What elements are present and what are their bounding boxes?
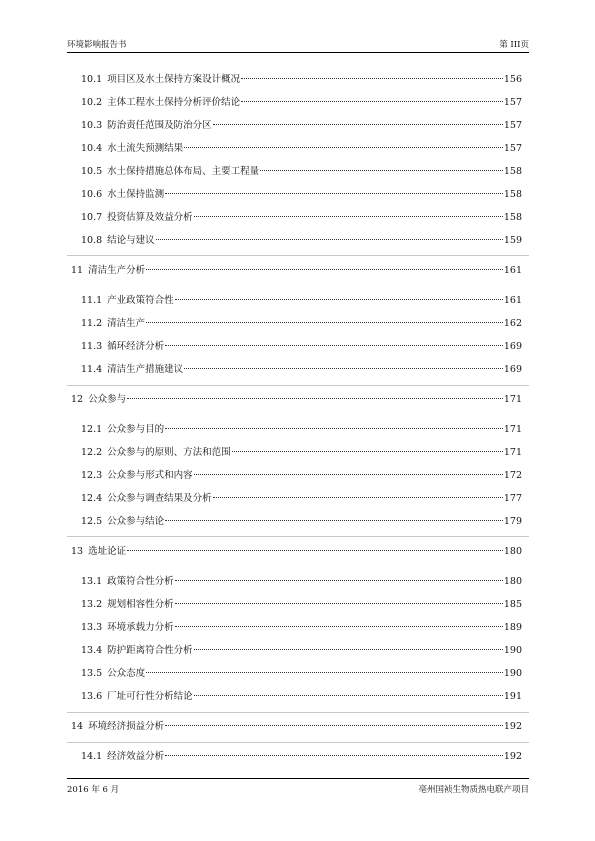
toc-entry-number: 10.7 [81, 212, 103, 223]
toc-section-entry[interactable] [81, 690, 522, 704]
toc-entry-number: 13.6 [81, 691, 103, 702]
toc-section-entry[interactable] [81, 211, 522, 225]
toc-section-entry[interactable] [81, 621, 522, 635]
toc-entry-title: 清洁生产措施建议 [107, 364, 184, 375]
toc-entry-page: 159 [503, 235, 522, 246]
toc-entry-page: 190 [503, 645, 522, 656]
toc-entry-number: 10.6 [81, 189, 103, 200]
toc-section-entry[interactable] [81, 598, 522, 612]
toc-entry-page: 157 [503, 97, 522, 108]
toc-entry-title: 清洁生产 [107, 318, 146, 329]
toc-entry-title: 经济效益分析 [107, 751, 165, 762]
toc-dot-leader [241, 101, 503, 102]
toc-entry-page: 189 [503, 622, 522, 633]
toc-entry-number: 12.5 [81, 516, 103, 527]
toc-entry-title: 防治责任范围及防治分区 [107, 120, 212, 131]
toc-dot-leader [194, 474, 503, 475]
toc-dot-leader [165, 755, 503, 756]
toc-section-entry[interactable] [81, 165, 522, 179]
toc-dot-leader [232, 451, 503, 452]
toc-entry-number: 13 [71, 546, 84, 557]
toc-entry-title: 公众参与的原则、方法和范围 [107, 447, 231, 458]
toc-dot-leader [165, 725, 503, 726]
toc-entry-page: 158 [503, 212, 522, 223]
toc-entry-number: 11 [71, 265, 84, 276]
toc-section-entry[interactable] [81, 234, 522, 248]
section-separator [67, 712, 529, 713]
toc-dot-leader [146, 322, 503, 323]
toc-entry-number: 13.5 [81, 668, 103, 679]
header-document-title: 环境影响报告书 [67, 40, 127, 50]
toc-section-entry[interactable] [81, 575, 522, 589]
toc-entry-title: 防护距离符合性分析 [107, 645, 193, 656]
toc-dot-leader [241, 78, 503, 79]
toc-section-entry[interactable] [81, 515, 522, 529]
toc-dot-leader [175, 603, 503, 604]
toc-section-entry[interactable] [81, 469, 522, 483]
toc-entry-number: 10.8 [81, 235, 103, 246]
toc-entry-title: 产业政策符合性 [107, 295, 174, 306]
toc-dot-leader [127, 550, 503, 551]
toc-entry-title: 政策符合性分析 [107, 576, 174, 587]
toc-entry-number: 13.3 [81, 622, 103, 633]
toc-entry-number: 12.2 [81, 447, 103, 458]
toc-entry-title: 选址论证 [88, 546, 127, 557]
toc-entry-title: 水土保持监测 [107, 189, 165, 200]
toc-chapter-entry[interactable] [71, 545, 522, 559]
toc-dot-leader [194, 216, 503, 217]
toc-entry-page: 172 [503, 470, 522, 481]
toc-dot-leader [260, 170, 503, 171]
toc-entry-page: 156 [503, 74, 522, 85]
page-header [67, 38, 529, 53]
toc-dot-leader [165, 345, 503, 346]
toc-entry-page: 169 [503, 341, 522, 352]
toc-entry-page: 161 [503, 295, 522, 306]
toc-entry-page: 162 [503, 318, 522, 329]
toc-dot-leader [146, 269, 503, 270]
toc-entry-title: 环境承载力分析 [107, 622, 174, 633]
toc-entry-number: 10.2 [81, 97, 103, 108]
toc-entry-title: 公众参与 [88, 394, 127, 405]
section-separator [67, 385, 529, 386]
toc-entry-title: 公众态度 [107, 668, 146, 679]
toc-entry-number: 11.3 [81, 341, 103, 352]
toc-entry-title: 主体工程水土保持分析评价结论 [107, 97, 241, 108]
toc-entry-page: 171 [503, 424, 522, 435]
toc-section-entry[interactable] [81, 644, 522, 658]
toc-entry-title: 结论与建议 [107, 235, 155, 246]
toc-entry-title: 环境经济损益分析 [88, 721, 165, 732]
footer-project-name: 亳州国祯生物质热电联产项目 [418, 785, 529, 795]
toc-entry-page: 157 [503, 143, 522, 154]
toc-entry-number: 14.1 [81, 751, 103, 762]
toc-entry-title: 项目区及水土保持方案设计概况 [107, 74, 241, 85]
toc-entry-number: 13.1 [81, 576, 103, 587]
toc-entry-page: 158 [503, 189, 522, 200]
toc-entry-number: 11.4 [81, 364, 103, 375]
toc-entry-title: 循环经济分析 [107, 341, 165, 352]
toc-entry-number: 10.3 [81, 120, 103, 131]
toc-section-entry[interactable] [81, 363, 522, 377]
toc-chapter-entry[interactable] [71, 264, 522, 278]
section-separator [67, 536, 529, 537]
toc-section-entry[interactable] [81, 317, 522, 331]
toc-entry-number: 12.3 [81, 470, 103, 481]
section-separator [67, 255, 529, 256]
toc-entry-number: 12.1 [81, 424, 103, 435]
toc-entry-title: 清洁生产分析 [88, 265, 146, 276]
toc-entry-title: 规划相容性分析 [107, 599, 174, 610]
toc-entry-number: 13.2 [81, 599, 103, 610]
footer-date: 2016 年 6 月 [67, 785, 120, 795]
toc-section-entry[interactable] [81, 142, 522, 156]
toc-dot-leader [156, 239, 503, 240]
toc-chapter-entry[interactable] [71, 393, 522, 407]
toc-entry-number: 10.4 [81, 143, 103, 154]
toc-entry-page: 177 [503, 493, 522, 504]
toc-dot-leader [213, 124, 503, 125]
toc-entry-page: 180 [503, 576, 522, 587]
toc-entry-number: 10.5 [81, 166, 103, 177]
page-footer [67, 778, 529, 795]
toc-entry-title: 水土流失预测结果 [107, 143, 184, 154]
toc-section-entry[interactable] [81, 423, 522, 437]
toc-dot-leader [194, 649, 503, 650]
toc-dot-leader [184, 368, 503, 369]
toc-section-entry[interactable] [81, 492, 522, 506]
toc-dot-leader [175, 299, 503, 300]
toc-section-entry[interactable] [81, 750, 522, 764]
toc-section-entry[interactable] [81, 96, 522, 110]
toc-entry-page: 190 [503, 668, 522, 679]
toc-section-entry[interactable] [81, 340, 522, 354]
toc-section-entry[interactable] [81, 446, 522, 460]
toc-entry-page: 171 [503, 394, 522, 405]
toc-entry-title: 公众参与目的 [107, 424, 165, 435]
toc-entry-page: 185 [503, 599, 522, 610]
toc-entry-page: 161 [503, 265, 522, 276]
toc-dot-leader [127, 398, 503, 399]
toc-dot-leader [165, 193, 503, 194]
toc-entry-number: 12.4 [81, 493, 103, 504]
toc-entry-number: 12 [71, 394, 84, 405]
toc-section-entry[interactable] [81, 667, 522, 681]
toc-entry-title: 厂址可行性分析结论 [107, 691, 193, 702]
toc-entry-page: 191 [503, 691, 522, 702]
toc-entry-number: 11.1 [81, 295, 103, 306]
toc-section-entry[interactable] [81, 294, 522, 308]
toc-chapter-entry[interactable] [71, 720, 522, 734]
toc-dot-leader [194, 695, 503, 696]
toc-entry-number: 13.4 [81, 645, 103, 656]
toc-dot-leader [175, 626, 503, 627]
toc-entry-number: 10.1 [81, 74, 103, 85]
toc-entry-page: 180 [503, 546, 522, 557]
section-separator [67, 742, 529, 743]
toc-entry-page: 192 [503, 721, 522, 732]
toc-entry-page: 171 [503, 447, 522, 458]
toc-dot-leader [184, 147, 503, 148]
toc-section-entry[interactable] [81, 73, 522, 87]
toc-entry-title: 公众参与调查结果及分析 [107, 493, 212, 504]
toc-entry-page: 157 [503, 120, 522, 131]
toc-entry-page: 192 [503, 751, 522, 762]
toc-entry-title: 公众参与结论 [107, 516, 165, 527]
toc-entry-page: 158 [503, 166, 522, 177]
toc-dot-leader [146, 672, 503, 673]
header-page-number: 第 III页 [499, 40, 529, 50]
toc-entry-page: 169 [503, 364, 522, 375]
toc-entry-number: 14 [71, 721, 84, 732]
toc-dot-leader [213, 497, 503, 498]
toc-entry-title: 投资估算及效益分析 [107, 212, 193, 223]
toc-entry-page: 179 [503, 516, 522, 527]
toc-entry-title: 公众参与形式和内容 [107, 470, 193, 481]
toc-section-entry[interactable] [81, 188, 522, 202]
toc-dot-leader [165, 520, 503, 521]
toc-entry-number: 11.2 [81, 318, 103, 329]
toc-dot-leader [165, 428, 503, 429]
toc-section-entry[interactable] [81, 119, 522, 133]
toc-entry-title: 水土保持措施总体布局、主要工程量 [107, 166, 260, 177]
toc-dot-leader [175, 580, 503, 581]
